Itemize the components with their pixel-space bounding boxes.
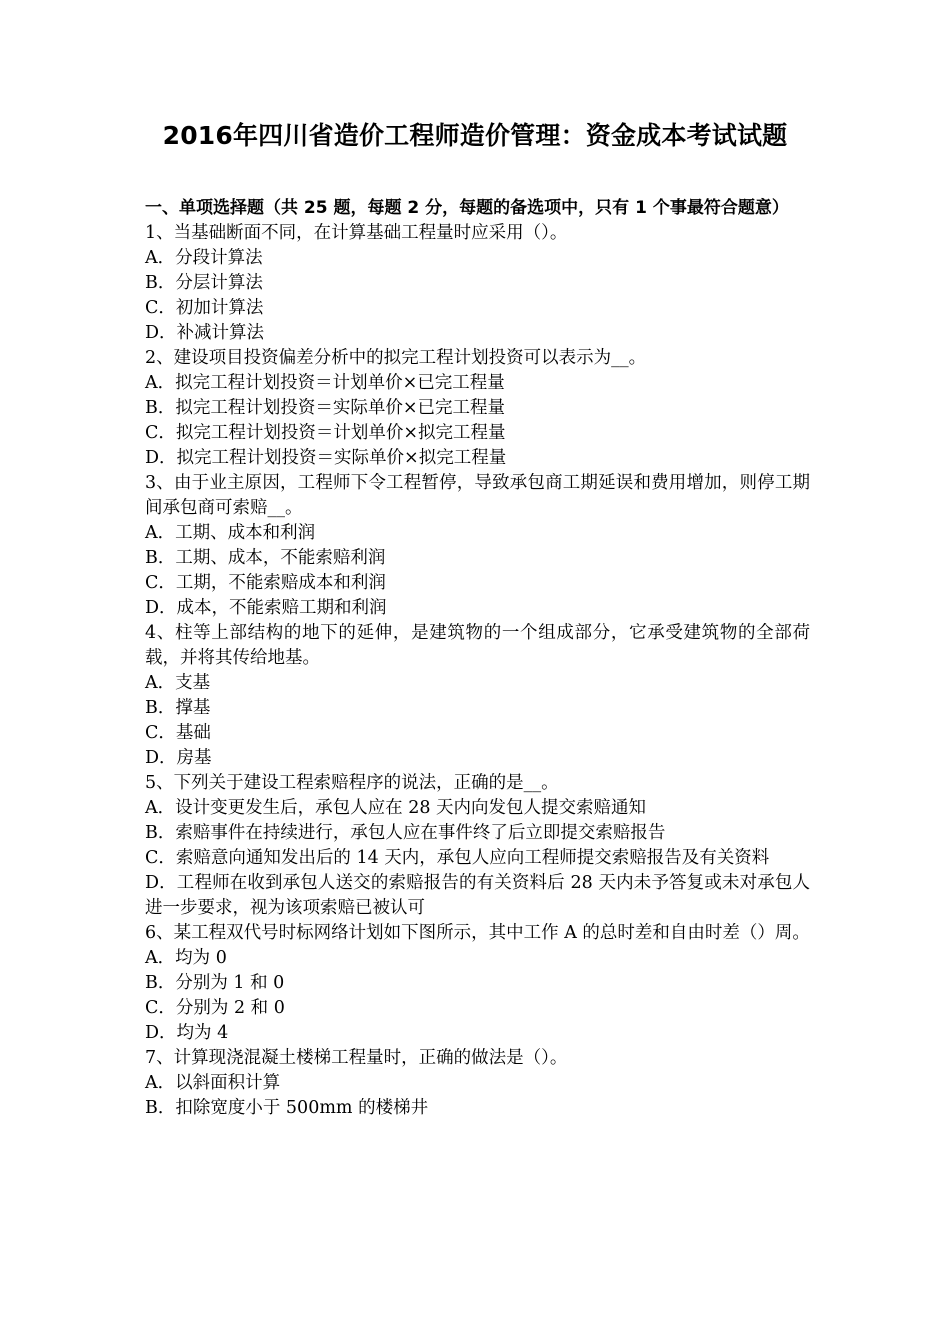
answer-option: C．基础 xyxy=(145,723,211,743)
answer-option: D．工程师在收到承包人送交的索赔报告的有关资料后 28 天内未予答复或未对承包人进一步要求，视为该项索赔已被认可 xyxy=(145,873,810,918)
answer-option: A．工期、成本和利润 xyxy=(145,523,316,543)
question-stem: 3、由于业主原因，工程师下令工程暂停，导致承包商工期延误和费用增加，则停工期间承包商可索赔__。 xyxy=(145,473,810,518)
answer-option: A．支基 xyxy=(145,673,211,693)
question-stem: 6、某工程双代号时标网络计划如下图所示，其中工作 A 的总时差和自由时差（）周。 xyxy=(145,923,810,943)
answer-option: A．设计变更发生后，承包人应在 28 天内向发包人提交索赔通知 xyxy=(145,798,647,818)
answer-option: A．拟完工程计划投资＝计划单价×已完工程量 xyxy=(145,373,505,393)
question-stem: 7、计算现浇混凝土楼梯工程量时，正确的做法是（）。 xyxy=(145,1048,568,1068)
answer-option: B．分层计算法 xyxy=(145,273,263,293)
question-stem: 1、当基础断面不同，在计算基础工程量时应采用（）。 xyxy=(145,223,568,243)
answer-option: A．以斜面积计算 xyxy=(145,1073,281,1093)
answer-option: D．拟完工程计划投资＝实际单价×拟完工程量 xyxy=(145,448,507,468)
answer-option: A．分段计算法 xyxy=(145,248,263,268)
document-title: 2016年四川省造价工程师造价管理：资金成本考试试题 xyxy=(162,121,788,150)
answer-option: D．补减计算法 xyxy=(145,323,265,343)
answer-option: C．分别为 2 和 0 xyxy=(145,998,285,1018)
answer-option: D．房基 xyxy=(145,748,212,768)
answer-option: C．工期，不能索赔成本和利润 xyxy=(145,573,386,593)
answer-option: B．拟完工程计划投资＝实际单价×已完工程量 xyxy=(145,398,506,418)
answer-option: B．索赔事件在持续进行，承包人应在事件终了后立即提交索赔报告 xyxy=(145,823,666,843)
answer-option: A．均为 0 xyxy=(145,948,227,968)
answer-option: B．扣除宽度小于 500mm 的楼梯井 xyxy=(145,1098,429,1118)
answer-option: C．索赔意向通知发出后的 14 天内，承包人应向工程师提交索赔报告及有关资料 xyxy=(145,848,770,868)
document-body xyxy=(145,196,810,1121)
question-stem: 2、建设项目投资偏差分析中的拟完工程计划投资可以表示为__。 xyxy=(145,348,647,368)
answer-option: D．成本，不能索赔工期和利润 xyxy=(145,598,387,618)
question-stem: 4、柱等上部结构的地下的延伸，是建筑物的一个组成部分，它承受建筑物的全部荷载，并将其传给地基。 xyxy=(145,623,810,668)
answer-option: B．撑基 xyxy=(145,698,211,718)
answer-option: B．分别为 1 和 0 xyxy=(145,973,285,993)
answer-option: C．拟完工程计划投资＝计划单价×拟完工程量 xyxy=(145,423,506,443)
section-heading: 一、单项选择题（共 25 题，每题 2 分，每题的备选项中，只有 1 个事最符合题意） xyxy=(145,198,789,218)
answer-option: C．初加计算法 xyxy=(145,298,264,318)
answer-option: B．工期、成本，不能索赔利润 xyxy=(145,548,386,568)
question-stem: 5、下列关于建设工程索赔程序的说法，正确的是__。 xyxy=(145,773,559,793)
answer-option: D．均为 4 xyxy=(145,1023,229,1043)
